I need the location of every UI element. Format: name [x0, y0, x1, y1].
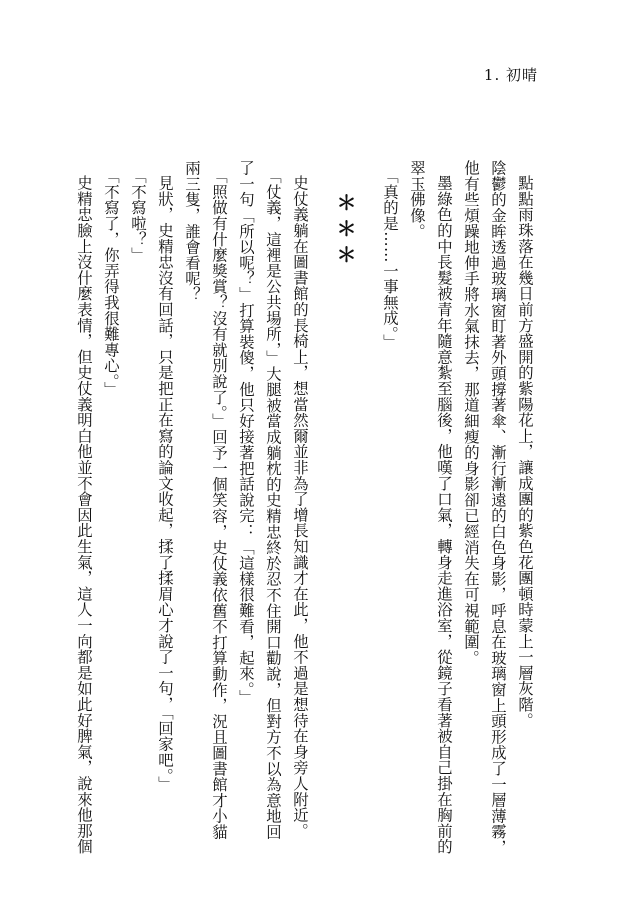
blank-line	[313, 160, 331, 850]
text-line: 陰鬱的金眸透過玻璃窗盯著外頭撐著傘、漸行漸遠的白色身影，呼息在玻璃窗上頭形成了一層薄霧，	[489, 160, 507, 856]
text-line: 見狀，史精忠沒有回話，只是把正在寫的論文收起，揉了揉眉心才說了一句，「回家吧。」	[156, 175, 174, 792]
text-line: 了一句「所以呢？」打算裝傻，他只好接著把話說完：「這樣很難看，起來。」	[237, 160, 255, 706]
text-line: 墨綠色的中長髮被青年隨意紮至腦後，他嘆了口氣，轉身走進浴室，從鏡子看著被自己掛在胸前的	[435, 175, 453, 855]
text-line: 點點雨珠落在幾日前方盛開的紫陽花上，讓成團的紫色花團頓時蒙上一層灰階。	[516, 175, 534, 729]
text-line: 「不寫啦？」	[129, 167, 147, 263]
vertical-text-body	[75, 160, 538, 856]
text-line: 「照做有什麼獎賞？沒有就別說了。」回予一個笑容，史仗義依舊不打算動作，況且圖書館才小貓	[210, 167, 228, 840]
text-line: 他有些煩躁地伸手將水氣抹去，那道細瘦的身影卻已經消失在可視範圍。	[462, 160, 480, 666]
text-line: 兩三隻，誰會看呢？	[183, 160, 201, 303]
blank-line	[358, 160, 376, 850]
text-line: 「真的是……一事無成。」	[381, 167, 399, 350]
text-line: 翠玉佛像。	[408, 160, 426, 239]
chapter-header: 1. 初晴	[483, 66, 538, 84]
scene-break: ＊＊＊	[333, 192, 357, 270]
text-line: 「仗義，這裡是公共場所，」大腿被當成躺枕的史精忠終於忍不住開口勸說，但對方不以為意地回	[264, 167, 282, 840]
text-line: 「不寫了，你弄得我很難專心。」	[102, 167, 120, 397]
text-line: 史精忠臉上沒什麼表情，但史仗義明白他並不會因此生氣，這人一向都是如此好脾氣，說來他那個	[75, 175, 93, 855]
text-line: 史仗義躺在圖書館的長椅上，想當然爾並非為了增長知識才在此，他不過是想待在身旁人附近。	[291, 175, 309, 839]
